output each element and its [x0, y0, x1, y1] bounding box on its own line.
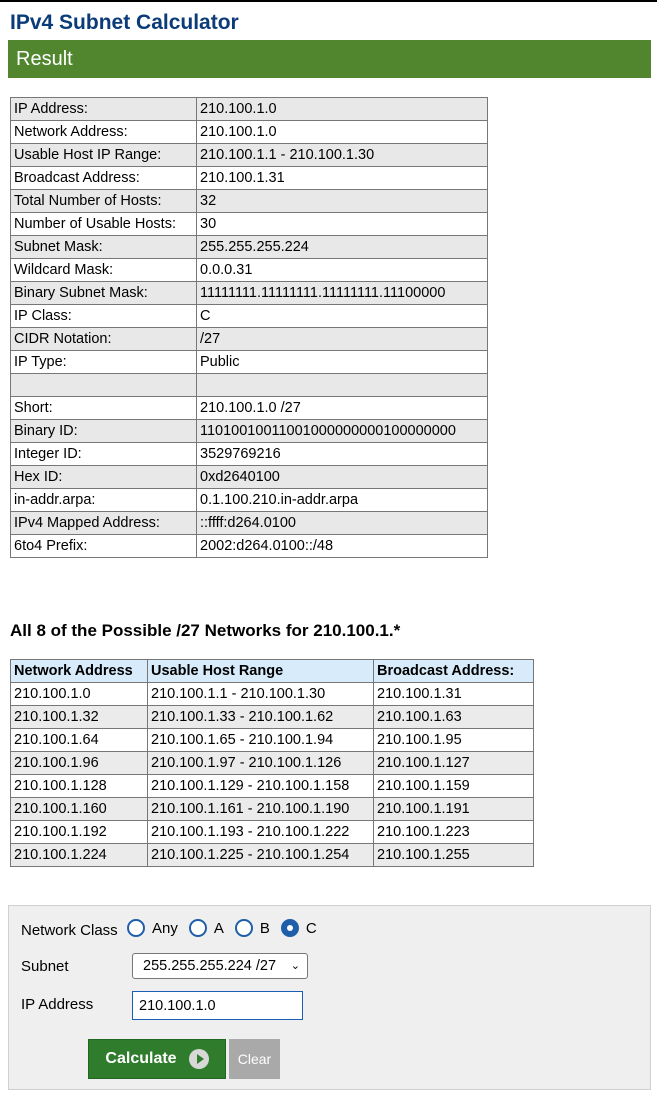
broadcast-address-cell: 210.100.1.191	[374, 798, 534, 821]
result-row	[11, 466, 488, 489]
ip-address-label: IP Address	[21, 996, 94, 1013]
subnet-select-value: 255.255.255.224 /27	[143, 958, 277, 974]
clear-button[interactable]: Clear	[229, 1039, 280, 1079]
network-class-label: Network Class	[21, 922, 118, 939]
radio-label: A	[213, 919, 224, 937]
ip-address-input[interactable]	[132, 991, 303, 1020]
radio-unchecked-icon[interactable]	[127, 919, 145, 937]
table-row	[11, 844, 534, 867]
network-address-cell: 210.100.1.64	[11, 729, 148, 752]
page-title: IPv4 Subnet Calculator	[10, 11, 239, 34]
result-label: Integer ID:	[11, 443, 197, 466]
network-class-option-c[interactable]	[281, 919, 317, 937]
radio-unchecked-icon[interactable]	[235, 919, 253, 937]
network-address-cell: 210.100.1.192	[11, 821, 148, 844]
result-row	[11, 489, 488, 512]
calculator-form	[8, 905, 651, 1090]
result-label: Hex ID:	[11, 466, 197, 489]
result-value: 3529769216	[197, 443, 488, 466]
usable-host-range-cell: 210.100.1.161 - 210.100.1.190	[148, 798, 374, 821]
result-label: Binary ID:	[11, 420, 197, 443]
column-header-network-address: Network Address	[11, 660, 148, 683]
result-label: Network Address:	[11, 121, 197, 144]
top-border	[0, 0, 657, 2]
result-row	[11, 167, 488, 190]
result-label: IP Address:	[11, 98, 197, 121]
broadcast-address-cell: 210.100.1.127	[374, 752, 534, 775]
usable-host-range-cell: 210.100.1.129 - 210.100.1.158	[148, 775, 374, 798]
result-label: IP Class:	[11, 305, 197, 328]
network-class-option-any[interactable]	[127, 919, 178, 937]
radio-label: C	[305, 919, 317, 937]
result-value: 0.1.100.210.in-addr.arpa	[197, 489, 488, 512]
result-row	[11, 98, 488, 121]
result-label: Binary Subnet Mask:	[11, 282, 197, 305]
result-label: in-addr.arpa:	[11, 489, 197, 512]
broadcast-address-cell: 210.100.1.223	[374, 821, 534, 844]
usable-host-range-cell: 210.100.1.97 - 210.100.1.126	[148, 752, 374, 775]
result-label: Number of Usable Hosts:	[11, 213, 197, 236]
result-row	[11, 351, 488, 374]
result-label: Total Number of Hosts:	[11, 190, 197, 213]
result-row	[11, 190, 488, 213]
result-table	[10, 97, 488, 558]
network-address-cell: 210.100.1.0	[11, 683, 148, 706]
table-row	[11, 821, 534, 844]
result-label: IPv4 Mapped Address:	[11, 512, 197, 535]
result-row	[11, 374, 488, 397]
result-row	[11, 144, 488, 167]
result-value: 11010010011001000000000100000000	[197, 420, 488, 443]
result-value: 210.100.1.0 /27	[197, 397, 488, 420]
network-address-cell: 210.100.1.224	[11, 844, 148, 867]
table-row	[11, 706, 534, 729]
broadcast-address-cell: 210.100.1.255	[374, 844, 534, 867]
result-value: 0xd2640100	[197, 466, 488, 489]
result-row	[11, 121, 488, 144]
usable-host-range-cell: 210.100.1.193 - 210.100.1.222	[148, 821, 374, 844]
result-value: Public	[197, 351, 488, 374]
result-row	[11, 328, 488, 351]
result-label: 6to4 Prefix:	[11, 535, 197, 558]
result-value: 210.100.1.31	[197, 167, 488, 190]
result-value: 32	[197, 190, 488, 213]
table-row	[11, 729, 534, 752]
result-row	[11, 535, 488, 558]
result-label: Subnet Mask:	[11, 236, 197, 259]
broadcast-address-cell: 210.100.1.63	[374, 706, 534, 729]
result-value: /27	[197, 328, 488, 351]
table-row	[11, 775, 534, 798]
result-value: 30	[197, 213, 488, 236]
result-row	[11, 213, 488, 236]
network-class-radio-group	[127, 919, 328, 937]
usable-host-range-cell: 210.100.1.1 - 210.100.1.30	[148, 683, 374, 706]
radio-label: B	[259, 919, 270, 937]
broadcast-address-cell: 210.100.1.159	[374, 775, 534, 798]
table-row	[11, 683, 534, 706]
network-address-cell: 210.100.1.96	[11, 752, 148, 775]
networks-heading: All 8 of the Possible /27 Networks for 210.100.1.*	[10, 621, 401, 640]
network-class-option-b[interactable]	[235, 919, 270, 937]
result-row	[11, 512, 488, 535]
result-row	[11, 305, 488, 328]
result-label	[11, 374, 197, 397]
result-value: 2002:d264.0100::/48	[197, 535, 488, 558]
usable-host-range-cell: 210.100.1.65 - 210.100.1.94	[148, 729, 374, 752]
result-row	[11, 282, 488, 305]
result-value: 11111111.11111111.11111111.11100000	[197, 282, 488, 305]
table-row	[11, 752, 534, 775]
column-header-broadcast-address: Broadcast Address:	[374, 660, 534, 683]
broadcast-address-cell: 210.100.1.95	[374, 729, 534, 752]
radio-label: Any	[152, 919, 178, 937]
broadcast-address-cell: 210.100.1.31	[374, 683, 534, 706]
result-row	[11, 420, 488, 443]
result-value	[197, 374, 488, 397]
result-label: Short:	[11, 397, 197, 420]
result-heading: Result	[8, 40, 651, 78]
result-value: 0.0.0.31	[197, 259, 488, 282]
result-row	[11, 259, 488, 282]
network-address-cell: 210.100.1.160	[11, 798, 148, 821]
play-circle-icon	[189, 1049, 209, 1069]
result-value: C	[197, 305, 488, 328]
result-row	[11, 397, 488, 420]
result-value: 210.100.1.0	[197, 121, 488, 144]
result-label: IP Type:	[11, 351, 197, 374]
result-value: 210.100.1.0	[197, 98, 488, 121]
chevron-down-icon: ⌄	[290, 960, 300, 972]
network-address-cell: 210.100.1.128	[11, 775, 148, 798]
result-label: Usable Host IP Range:	[11, 144, 197, 167]
usable-host-range-cell: 210.100.1.33 - 210.100.1.62	[148, 706, 374, 729]
network-class-option-a[interactable]	[189, 919, 224, 937]
network-address-cell: 210.100.1.32	[11, 706, 148, 729]
subnet-select[interactable]	[132, 953, 308, 979]
result-value: 255.255.255.224	[197, 236, 488, 259]
result-row	[11, 236, 488, 259]
result-value: ::ffff:d264.0100	[197, 512, 488, 535]
result-value: 210.100.1.1 - 210.100.1.30	[197, 144, 488, 167]
calculate-button-label: Calculate	[105, 1050, 177, 1067]
table-row	[11, 798, 534, 821]
networks-header-row	[11, 660, 534, 683]
usable-host-range-cell: 210.100.1.225 - 210.100.1.254	[148, 844, 374, 867]
result-row	[11, 443, 488, 466]
result-label: Wildcard Mask:	[11, 259, 197, 282]
radio-unchecked-icon[interactable]	[189, 919, 207, 937]
result-label: CIDR Notation:	[11, 328, 197, 351]
networks-table	[10, 659, 534, 867]
radio-checked-icon[interactable]	[281, 919, 299, 937]
subnet-label: Subnet	[21, 958, 69, 975]
column-header-usable-host-range: Usable Host Range	[148, 660, 374, 683]
result-label: Broadcast Address:	[11, 167, 197, 190]
calculate-button[interactable]	[88, 1039, 226, 1079]
